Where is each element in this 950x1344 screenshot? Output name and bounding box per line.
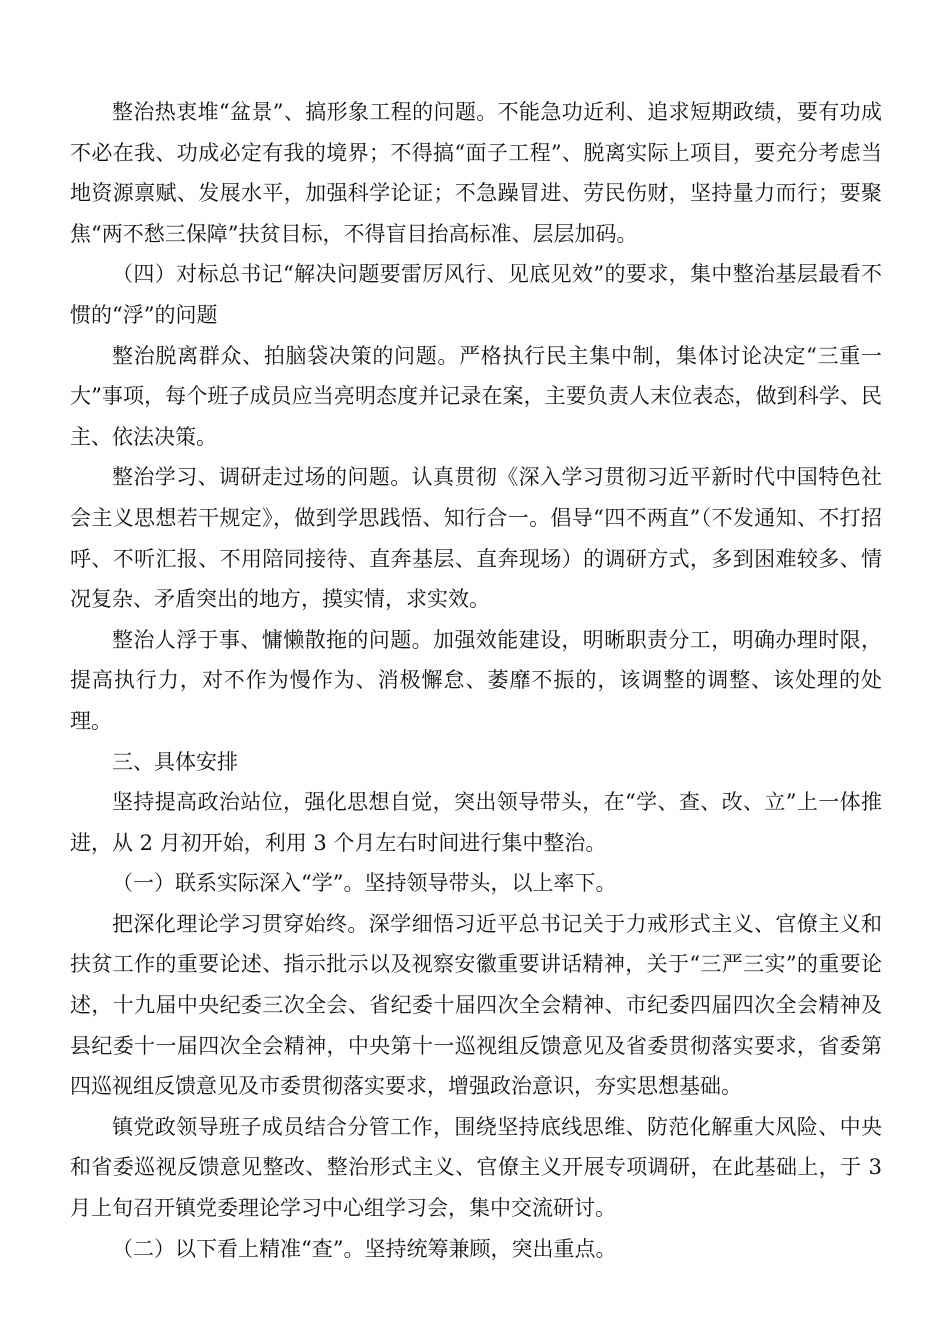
paragraph-rectify-decision: 整治脱离群众、拍脑袋决策的问题。严格执行民主集中制，集体讨论决定“三重一大”事项，每个班子成员应当亮明态度并记录在案，主要负责人末位表态，做到科学、民主、依法决策。 <box>70 343 882 449</box>
subsection-heading-check: （二）以下看上精准“查”。坚持统筹兼顾，突出重点。 <box>112 1236 617 1261</box>
section-heading-arrangement: 三、具体安排 <box>112 749 238 774</box>
paragraph-research: 镇党政领导班子成员结合分管工作，围绕坚持底线思维、防范化解重大风险、中央和省委巡视反馈意见整改、整治形式主义、官僚主义开展专项调研，在此基础上，于 3 月上旬召开镇党委理论学习中心组学习会，集中交流研讨。 <box>70 1114 882 1221</box>
subsection-heading-study: （一）联系实际深入“学”。坚持领导带头，以上率下。 <box>112 871 617 896</box>
paragraph-rectify-study: 整治学习、调研走过场的问题。认真贯彻《深入学习贯彻习近平新时代中国特色社会主义思想若干规定》，做到学思践悟、知行合一。倡导“四不两直”（不发通知、不打招呼、不听汇报、不用陪同接待、直奔基层、直奔现场）的调研方式，多到困难较多、情况复杂、矛盾突出的地方，摸实情，求实效。 <box>70 465 882 612</box>
paragraph-rectify-lazy: 整治人浮于事、慵懒散拖的问题。加强效能建设，明晰职责分工，明确办理时限，提高执行力，对不作为慢作为、消极懈怠、萎靡不振的，该调整的调整、该处理的处理。 <box>70 627 882 733</box>
paragraph-rectify-bonsai: 整治热衷堆“盆景”、搞形象工程的问题。不能急功近利、追求短期政绩，要有功成不必在我、功成必定有我的境界；不得搞“面子工程”、脱离实际上项目，要充分考虑当地资源禀赋、发展水平，加强科学论证；不急躁冒进、劳民伤财，坚持量力而行；要聚焦“两不愁三保障”扶贫目标，不得盲目抬高标准、层层加码。 <box>70 100 882 246</box>
document-body <box>70 92 882 1269</box>
paragraph-arrangement-intro: 坚持提高政治站位，强化思想自觉，突出领导带头，在“学、查、改、立”上一体推进，从 2 月初开始，利用 3 个月左右时间进行集中整治。 <box>70 790 882 855</box>
section-heading-4: （四）对标总书记“解决问题要雷厉风行、见底见效”的要求，集中整治基层最看不惯的“浮”的问题 <box>70 262 882 327</box>
paragraph-theory-study: 把深化理论学习贯穿始终。深学细悟习近平总书记关于力戒形式主义、官僚主义和扶贫工作的重要论述、指示批示以及视察安徽重要讲话精神，关于“三严三实”的重要论述，十九届中央纪委三次全会、省纪委十届四次全会精神、市纪委四届四次全会精神及县纪委十一届四次全会精神，中央第十一巡视组反馈意见及省委贯彻落实要求，省委第四巡视组反馈意见及市委贯彻落实要求，增强政治意识，夯实思想基础。 <box>70 911 882 1099</box>
